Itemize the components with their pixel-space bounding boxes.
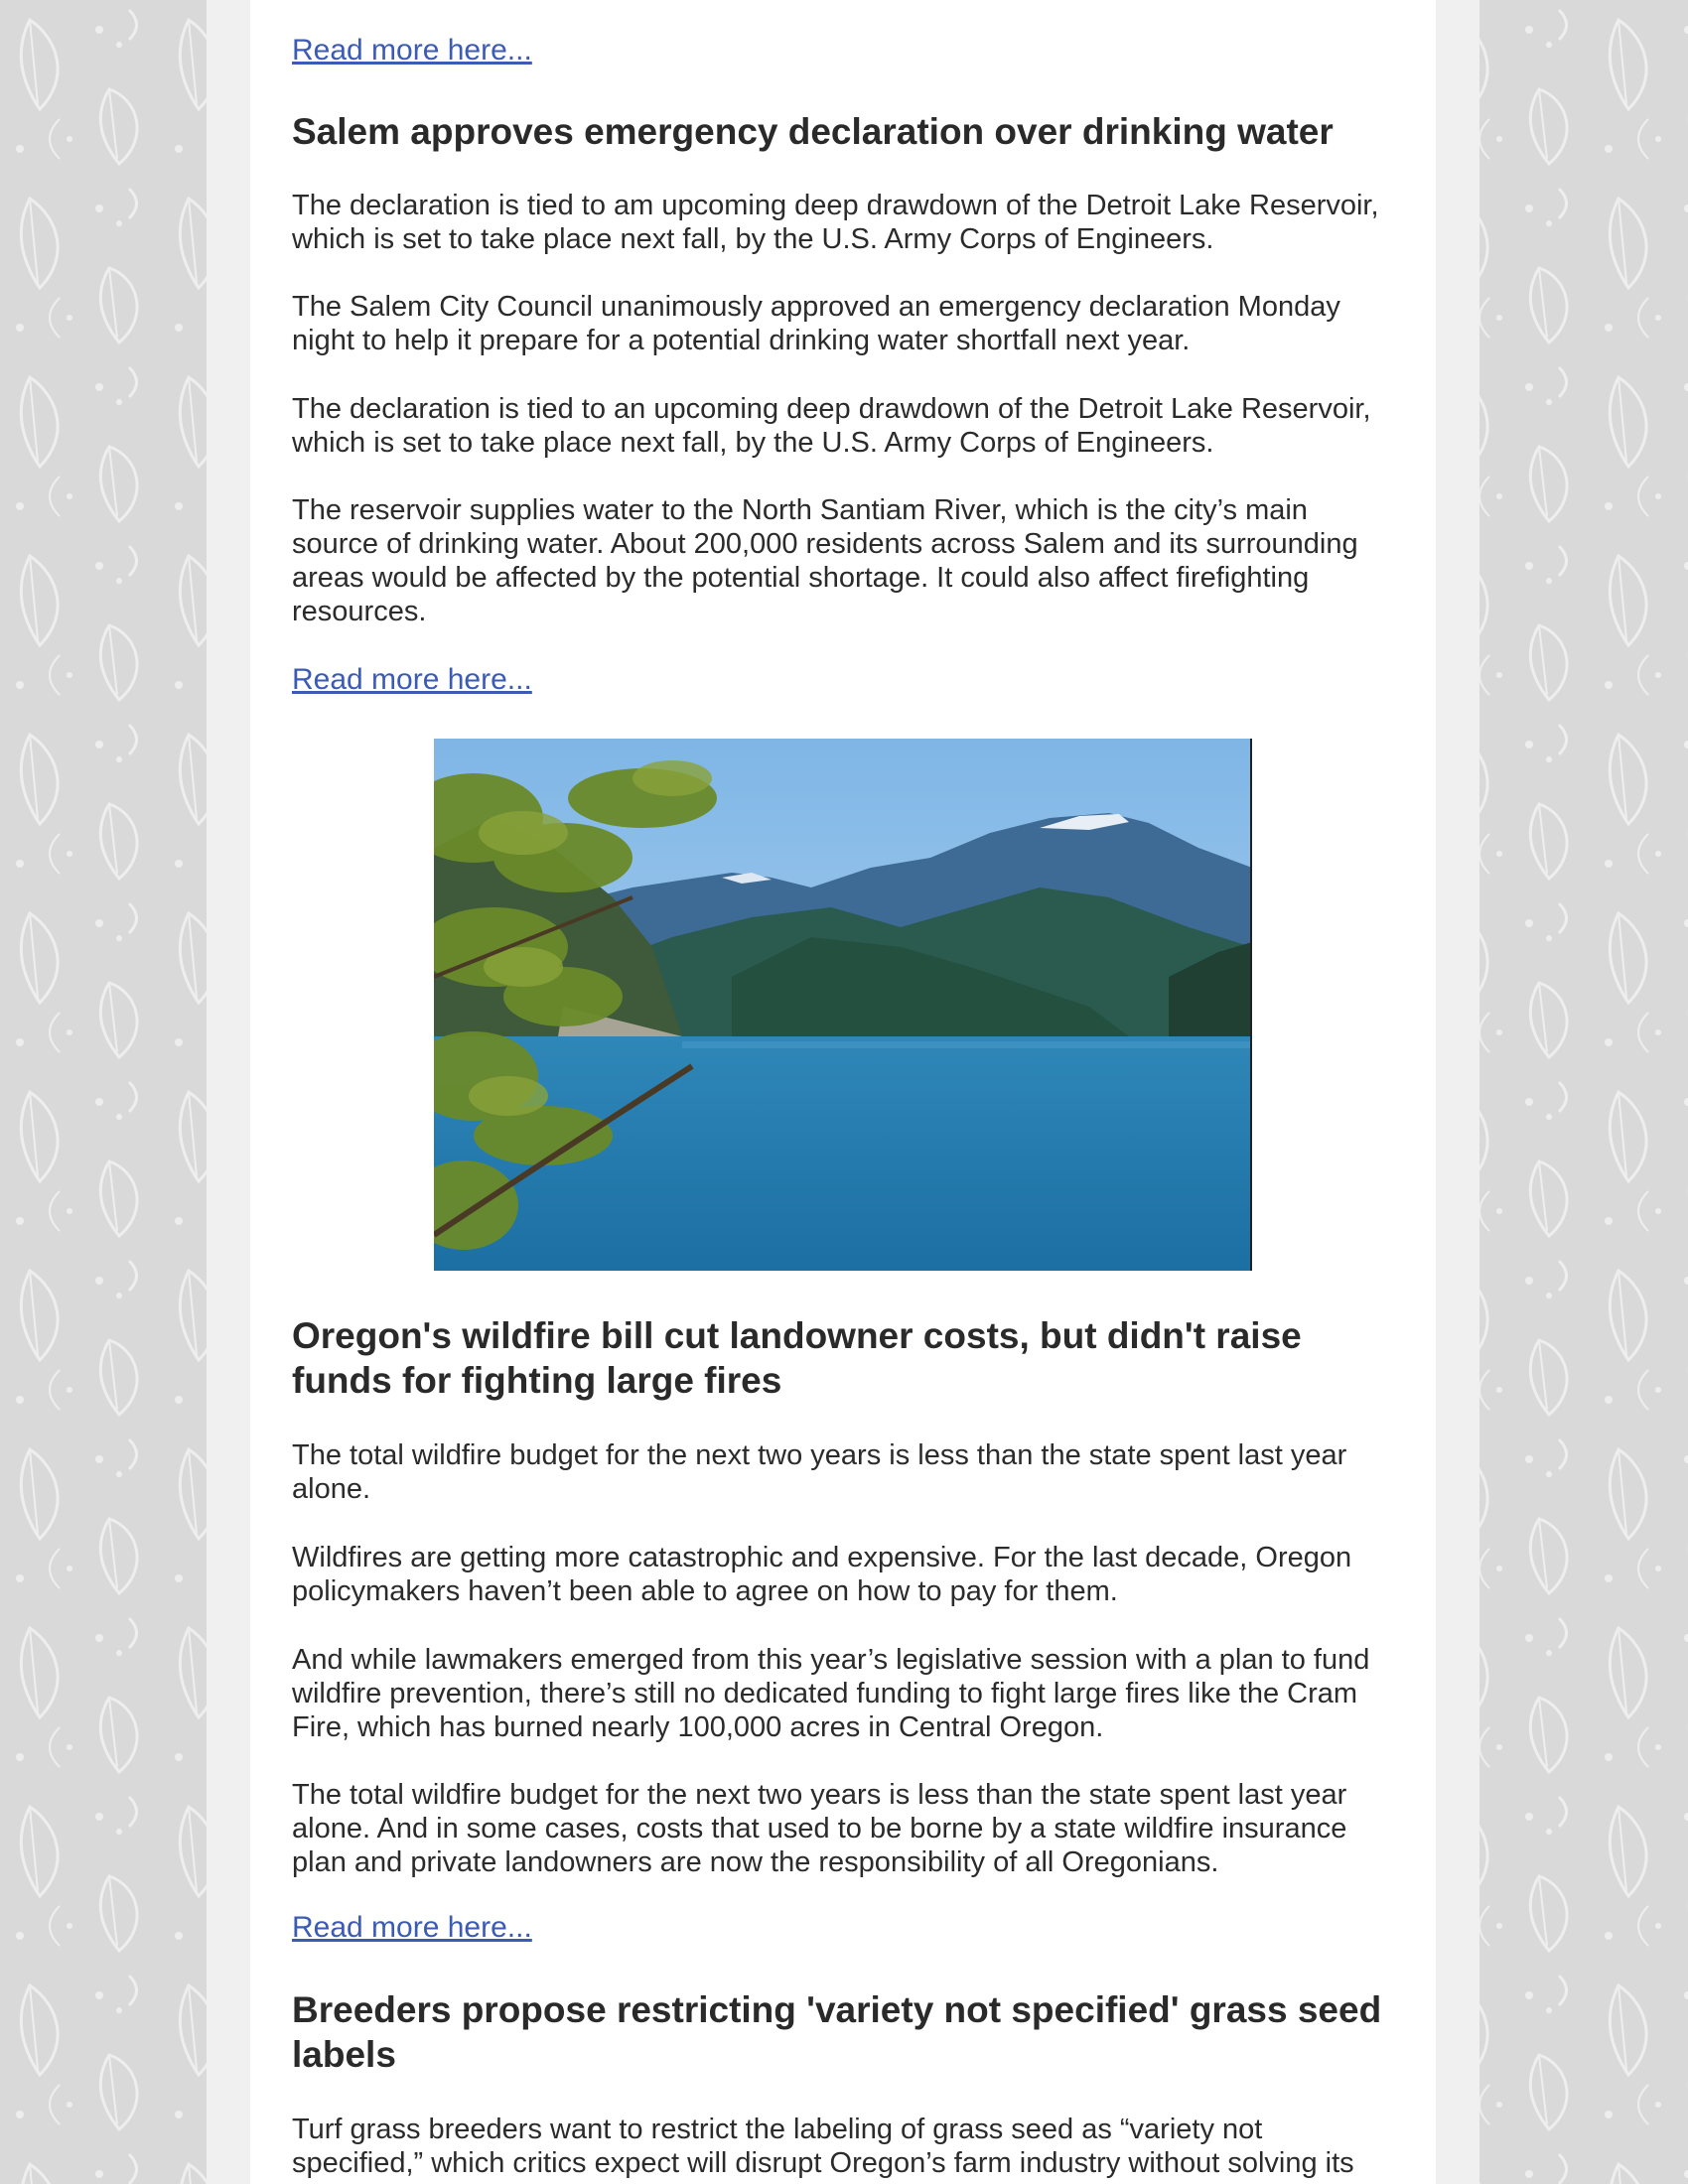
detroit-lake-photo [434,739,1252,1271]
article-title-salem: Salem approves emergency declaration over drinking water [292,111,1334,152]
article-wildfire-paragraph-2: Wildfires are getting more catastrophic and expensive. For the last decade, Oregon policymakers haven’t been able to agree on how to pay for them. [292,1542,1352,1607]
read-more-link-wildfire[interactable]: Read more here... [292,1911,532,1944]
article-grass-seed-paragraph-1: Turf grass breeders want to restrict the labeling of grass seed as “variety not specified,” which critics expect will disrupt Oregon’s farm industry without solving its [292,2114,1354,2179]
article-wildfire-paragraph-3: And while lawmakers emerged from this year’s legislative session with a plan to fund wildfire prevention, there’s still no dedicated funding to fight large fires like the Cram Fire, which has burned nearly 100,000 acres in Central Oregon. [292,1644,1370,1743]
article-wildfire-paragraph-1: The total wildfire budget for the next two years is less than the state spent last year alone. [292,1439,1347,1505]
article-salem-paragraph-1: The declaration is tied to am upcoming deep drawdown of the Detroit Lake Reservoir, which is set to take place next fall, by the U.S. Army Corps of Engineers. [292,190,1379,255]
article-salem-paragraph-3: The declaration is tied to an upcoming deep drawdown of the Detroit Lake Reservoir, which is set to take place next fall, by the U.S. Army Corps of Engineers. [292,393,1371,459]
read-more-link-previous[interactable]: Read more here... [292,34,532,67]
article-salem-paragraph-2: The Salem City Council unanimously approved an emergency declaration Monday night to help it prepare for a potential drinking water shortfall next year. [292,291,1340,356]
article-title-grass-seed: Breeders propose restricting 'variety not specified' grass seed labels [292,1989,1382,2075]
article-salem-paragraph-4: The reservoir supplies water to the North Santiam River, which is the city’s main source of drinking water. About 200,000 residents across Salem and its surrounding areas would be affected by the potential shortage. It could also affect firefighting resources. [292,494,1358,627]
article-title-wildfire: Oregon's wildfire bill cut landowner costs, but didn't raise funds for fighting large fires [292,1315,1302,1401]
article-wildfire-paragraph-4: The total wildfire budget for the next two years is less than the state spent last year alone. And in some cases, costs that used to be borne by a state wildfire insurance plan and private landowners are now the responsibility of all Oregonians. [292,1779,1347,1878]
read-more-link-salem[interactable]: Read more here... [292,663,532,696]
